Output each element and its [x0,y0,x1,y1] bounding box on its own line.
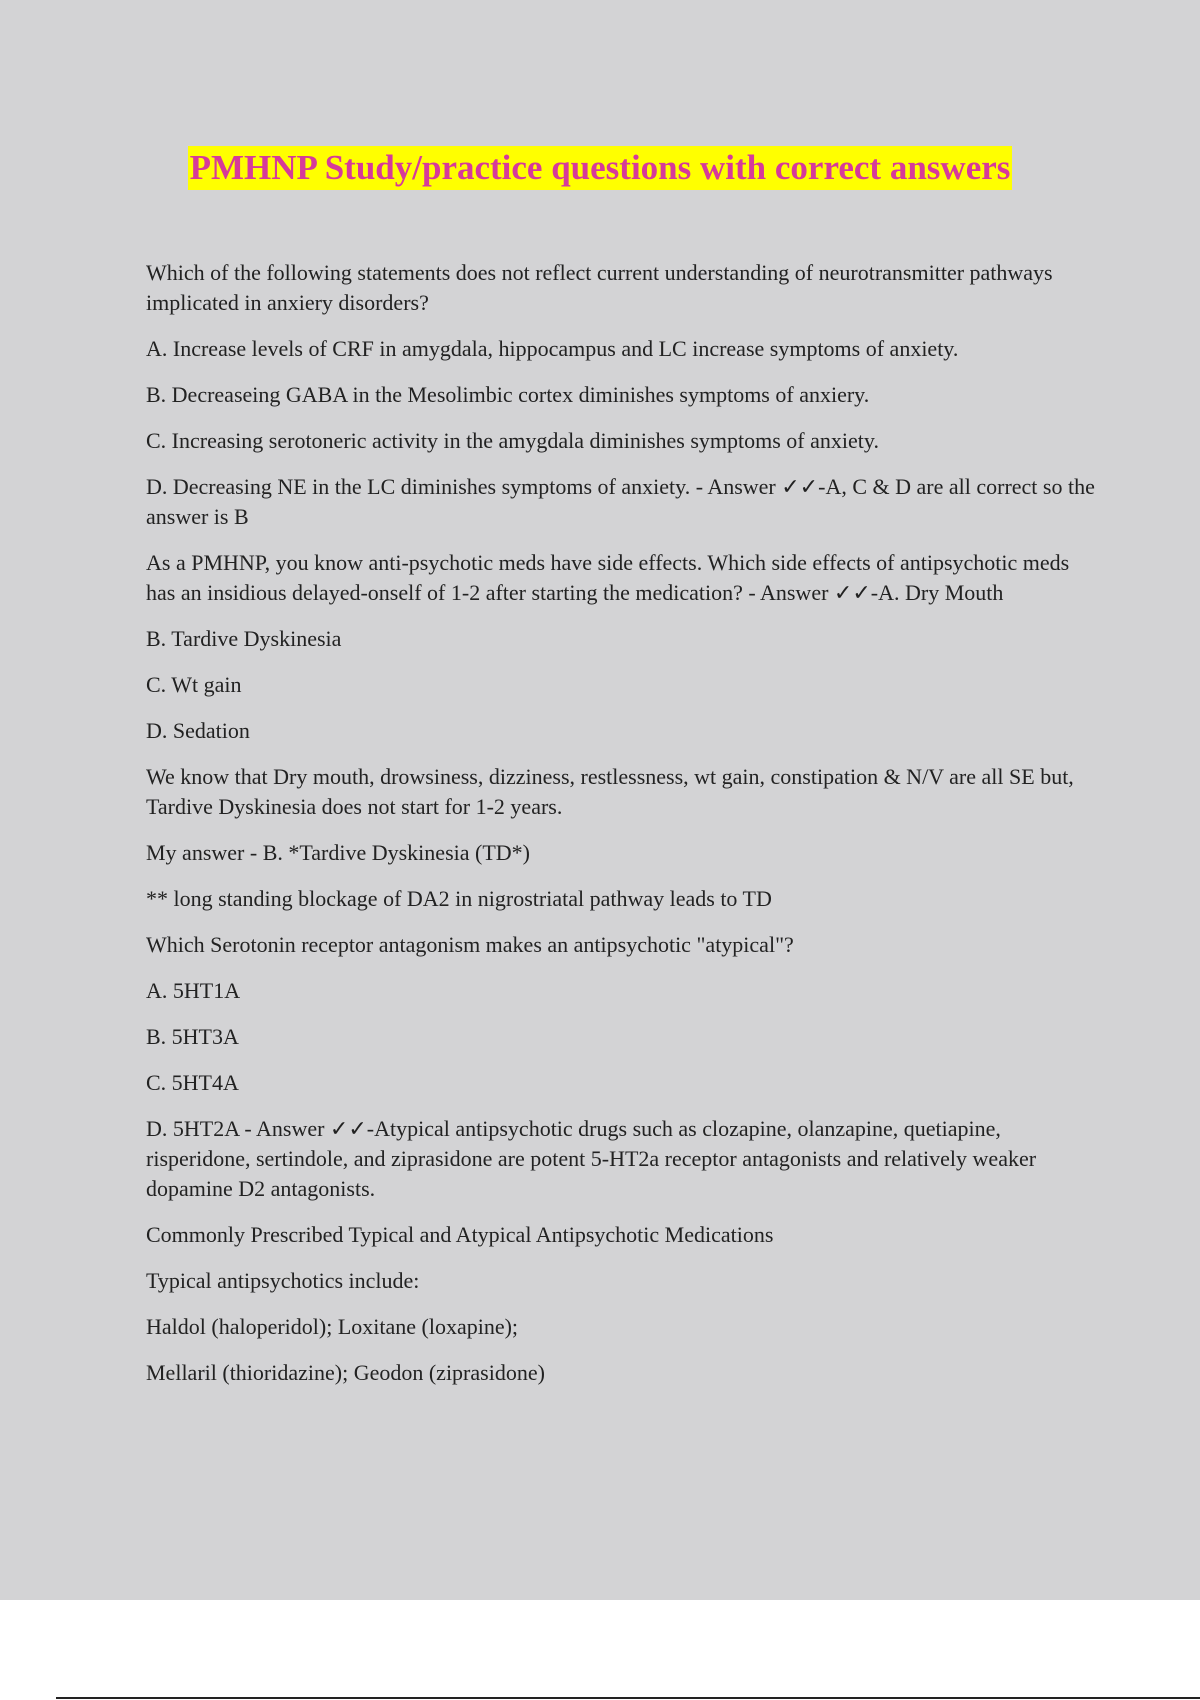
paragraph: ** long standing blockage of DA2 in nigrostriatal pathway leads to TD [146,886,772,911]
paragraph: Typical antipsychotics include: [146,1268,420,1293]
footer-divider [56,1697,1200,1699]
document-body [146,258,1096,1404]
paragraph: C. Wt gain [146,672,242,697]
paragraph: Mellaril (thioridazine); Geodon (ziprasidone) [146,1360,545,1385]
paragraph: We know that Dry mouth, drowsiness, dizziness, restlessness, wt gain, constipation & N/V are all SE but, Tardive Dyskinesia does not start for 1-2 years. [146,764,1074,819]
paragraph: A. 5HT1A [146,978,241,1003]
paragraph: As a PMHNP, you know anti-psychotic meds have side effects. Which side effects of antipsychotic meds has an insidious delayed-onself of 1-2 after starting the medication? - Answer ✓✓-A. Dry Mouth [146,550,1070,605]
paragraph: Haldol (haloperidol); Loxitane (loxapine); [146,1314,519,1339]
paragraph: B. Tardive Dyskinesia [146,626,342,651]
paragraph: Which Serotonin receptor antagonism makes an antipsychotic "atypical"? [146,932,794,957]
paragraph: D. 5HT2A - Answer ✓✓-Atypical antipsychotic drugs such as clozapine, olanzapine, quetiapine, risperidone, sertindole, and ziprasidone are potent 5-HT2a receptor antagonists and relatively weaker dopamine D2 antagonists. [146,1116,1037,1201]
paragraph: Commonly Prescribed Typical and Atypical Antipsychotic Medications [146,1222,774,1247]
document-title: PMHNP Study/practice questions with correct answers [188,146,1013,190]
title-container [0,146,1200,190]
paragraph: Which of the following statements does not reflect current understanding of neurotransmitter pathways implicated in anxiery disorders? [146,260,1053,315]
paragraph: C. Increasing serotoneric activity in the amygdala diminishes symptoms of anxiety. [146,428,879,453]
paragraph: A. Increase levels of CRF in amygdala, hippocampus and LC increase symptoms of anxiety. [146,336,959,361]
paragraph: D. Decreasing NE in the LC diminishes symptoms of anxiety. - Answer ✓✓-A, C & D are all correct so the answer is B [146,474,1095,529]
paragraph: C. 5HT4A [146,1070,239,1095]
paragraph: My answer - B. *Tardive Dyskinesia (TD*) [146,840,530,865]
paragraph: B. Decreaseing GABA in the Mesolimbic cortex diminishes symptoms of anxiery. [146,382,870,407]
paragraph: B. 5HT3A [146,1024,239,1049]
paragraph: D. Sedation [146,718,250,743]
